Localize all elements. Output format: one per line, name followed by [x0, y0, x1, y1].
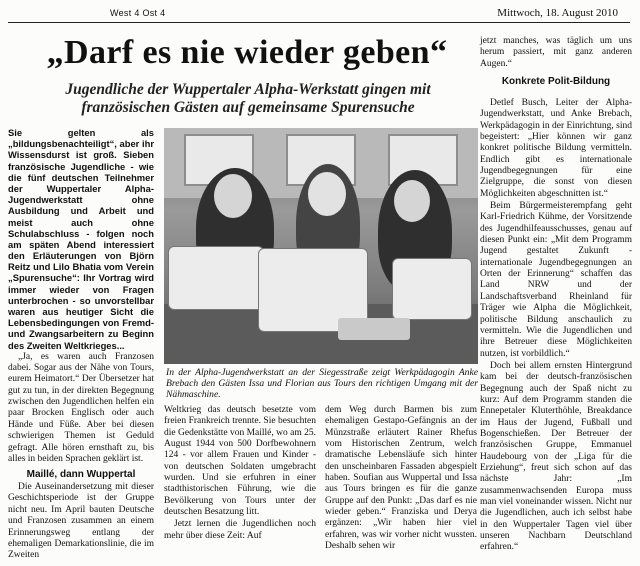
section-label: West 4 Ost 4 [110, 8, 166, 18]
photo-face [214, 174, 252, 218]
paragraph: Doch bei allem ernsten Hintergrund kam bei der deutsch-französischen Begegnung auch der Spaß nicht zu kurz: Auf dem Programm standen die Ennepetaler Kluterthöhle, Breakdance im Haus der Jugend, Fußball und Bogenschießen. Der Betreuer der französischen Gruppe, Emmanuel Haudebourg von der „Liga für die Erziehung“, freut sich schon auf das nächste Jahr: „Im zusammenwachsenden Europa muss man viel voneinander wissen. Nicht nur die Jugendlichen, auch ich selbst habe in den Wuppertaler Tagen viel über unseren Nachbarn Deutschland erfahren.“ [480, 360, 632, 553]
article-subhead: Jugendliche der Wuppertaler Alpha-Werkstatt gingen mit französischen Gästen auf gemeinsame Spurensuche [65, 81, 431, 117]
subheading-polit-bildung: Konkrete Polit-Bildung [501, 76, 611, 88]
photo-caption: In der Alpha-Jugendwerkstatt an der Siegesstraße zeigt Werkpädagogin Anke Brebach den Gästen Issa und Florian aus Tours den richtigen Umgang mit der Nähmaschine. [166, 367, 478, 401]
paragraph: Detlef Busch, Leiter der Alpha-Jugendwerkstatt, und Anke Brebach, Werkpädagogin in der Einrichtung, sind begeistert: „Hier können wir ganz konkret politische Bildung vermitteln. Endlich gibt es internationale Jugendbegegnungen für eine Zielgruppe, die sonst von diesen Möglichkeiten abgeschnitten ist.“ [480, 97, 632, 199]
header-rule [8, 22, 630, 23]
article-column-4 [480, 36, 632, 555]
article-column-1 [8, 127, 154, 563]
photo-face [394, 180, 430, 222]
article-photo [164, 128, 478, 364]
paragraph: jetzt manches, was täglich um uns herum passiert, mit ganz anderen Augen.“ [480, 36, 632, 69]
article-column-2 [164, 405, 316, 543]
paragraph: Weltkrieg das deutsch besetzte vom freien Frankreich trennte. Sie besuchten die Gedenkstätte von Maillé, wo am 25. August 1944 von 500 Dorfbewohnern 124 - vor allem Frauen und Kinder - von deutschen Soldaten umgebracht wurden. Und sie erfuhren in einer stadthistorischen Führung, wie die Bevölkerung von Tours unter der deutschen Besatzung litt. [164, 405, 316, 518]
photo-sewing-machine [392, 258, 472, 320]
paragraph: dem Weg durch Barmen bis zum ehemaligen Gestapo-Gefängnis an der Münzstraße erläutert Rainer Rhefus vom Historischen Zentrum, welch dramatische Lebensläufe sich hinter den unscheinbaren Fassaden abgespielt haben. Soufian aus Wuppertal und Issa aus Tours bringen es für die ganze Gruppe auf den Punkt: „Das darf es nie wieder geben.“ Franziska und Derya ergänzen: „Wir haben hier viel erfahren, was wir vorher nicht wussten. Deshalb sehen wir [325, 405, 477, 552]
issue-date: Mittwoch, 18. August 2010 [497, 7, 618, 19]
paragraph: Beim Bürgermeisterempfang geht Karl-Friedrich Kühme, der Vorsitzende des Jugendhilfeausschusses, genau auf diesen Punkt ein: „Mit dem Programm Jugend gestaltet Zukunft - internationale Jugendbegegnungen an Orten der Erinnerung“ schaffen das Land NRW und der Landschaftsverband Rheinland für Träger wie Alpha die Möglichkeit, politische Bildung anschaulich zu vermitteln. Wie die Jugendlichen und ihre Betreuer diese Möglichkeiten nutzen, ist vorbildlich.“ [480, 201, 632, 359]
photo-cloth [338, 318, 410, 340]
article-headline: „Darf es nie wieder geben“ [46, 34, 448, 71]
paragraph: Jetzt lernen die Jugendlichen noch mehr über diese Zeit: Auf [164, 519, 316, 541]
photo-sewing-machine [168, 246, 264, 310]
article-column-3 [325, 405, 477, 553]
photo-face [308, 172, 346, 216]
subheading-maille: Maillé, dann Wuppertal [26, 469, 136, 481]
paragraph: „Ja, es waren auch Franzosen dabei. Sogar aus der Nähe von Tours, eurem Heimatort.“ Der Übersetzer hat gut zu tun, in der direkten Begegnung zwischen den Jugendlichen helfen ein paar Brocken Englisch oder auch Hände und Füße. Aber bei diesen schwierigen Themen ist Geduld gefragt. Alle hören ernsthaft zu, bis alles in beiden Sprachen geklärt ist. [8, 351, 154, 464]
paragraph: Die Auseinandersetzung mit dieser Geschichtsperiode ist der Gruppe nicht neu. Im April bauten Deutsche und Franzosen zusammen an einem Erinnerungsweg entlang der ehemaligen Demarkationslinie, die im Zweiten [8, 482, 154, 561]
article-intro: Sie gelten als „bildungsbenachteiligt“, aber ihr Wissensdurst ist groß. Sieben französische Jugendliche - wie die fünf deutschen Teilnehmer der Wuppertaler Alpha-Jugendwerkstatt ohne Ausbildung und Arbeit und meist auch ohne Schulabschluss - folgen noch am späten Abend interessiert den Erläuterungen von Björn Reitz und Lilo Bhatia vom Verein „Spurensuche“: Ihr Vortrag wird immer wieder von Fragen unterbrochen - so unvorstellbar waren aus heutiger Sicht die Lebensbedingungen von Fremd- und Zwangsarbeitern zu Beginn des Zweiten Weltkrieges... [8, 127, 154, 351]
